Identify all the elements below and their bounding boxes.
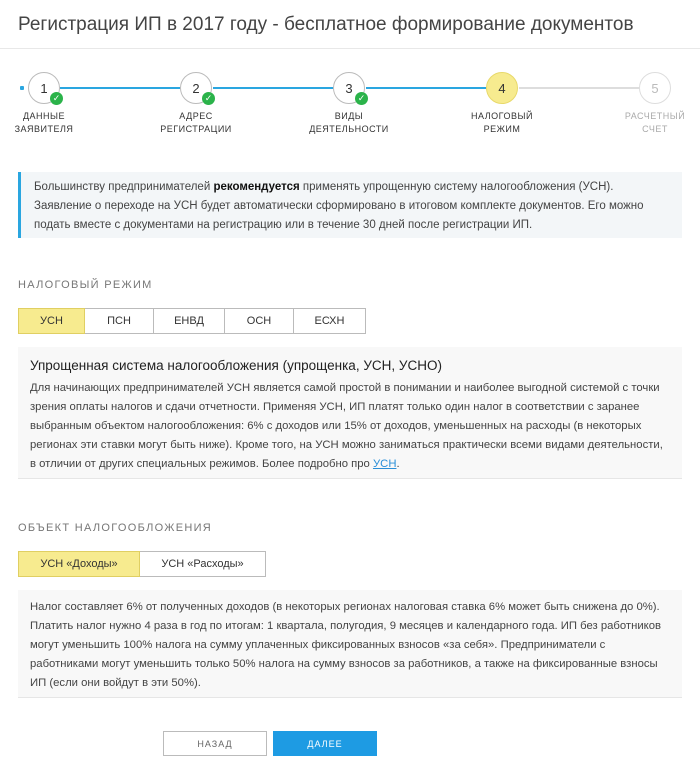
step-registration-address[interactable] bbox=[141, 72, 251, 136]
step-applicant-data[interactable] bbox=[0, 72, 99, 136]
step-number: 4 bbox=[498, 80, 506, 96]
object-description-text: Налог составляет 6% от полученных доходов (в некоторых регионах налоговая ставка 6% может быть снижена до 0%). Платить налог нужно 4 раза в год по итогам: 1 квартала, полугодия, 9 месяцев и календарного года. ИП без работников могут уменьшить 100% налога на сумму уплаченных фиксированных взносов «за себя». Предприниматели с работниками могут уменьшить только 50% налога на сумму взносов за работников, а также на фиксированные взносы ИП (если они войдут в эти 50%). bbox=[30, 601, 661, 689]
step-number: 3 bbox=[345, 80, 353, 96]
tax-regime-description bbox=[18, 347, 682, 479]
step-number: 5 bbox=[651, 80, 659, 96]
step-label: ДАННЫЕ ЗАЯВИТЕЛЯ bbox=[14, 111, 74, 134]
regime-description-title: Упрощенная система налогообложения (упрощенка, УСН, УСНО) bbox=[30, 358, 442, 373]
step-circle bbox=[333, 72, 365, 104]
step-activity-types[interactable] bbox=[294, 72, 404, 136]
step-circle bbox=[639, 72, 671, 104]
tab-usn-expenses[interactable]: УСН «Расходы» bbox=[139, 551, 266, 577]
tab-eskhn[interactable]: ЕСХН bbox=[293, 308, 366, 334]
check-icon: ✓ bbox=[50, 92, 63, 105]
step-circle bbox=[180, 72, 212, 104]
usn-info-link[interactable]: УСН bbox=[372, 458, 397, 470]
tax-regime-tabs bbox=[18, 308, 366, 334]
step-tax-regime[interactable] bbox=[447, 72, 557, 136]
tax-object-tabs bbox=[18, 551, 266, 577]
next-button[interactable]: ДАЛЕЕ bbox=[273, 731, 377, 756]
step-label: РАСЧЕТНЫЙ СЧЕТ bbox=[624, 111, 686, 134]
regime-description-text: Для начинающих предпринимателей УСН является самой простой в понимании и наиболее выгодной системой с точки зрения оплаты налогов и сдачи отчетности. Применяя УСН, ИП платят только один налог в соответствии с заранее выбранным объектом налогообложения: 6% с доходов или 15% от доходов, уменьшенных на расходы (в некоторых регионах эти ставки могут быть ниже). Кроме того, на УСН можно заниматься практически всеми видами деятельности, в отличии от других специальных режимов. Более подробно про УСН. bbox=[30, 382, 663, 470]
tax-object-heading: ОБЪЕКТ НАЛОГООБЛОЖЕНИЯ bbox=[18, 522, 213, 534]
tab-psn[interactable]: ПСН bbox=[84, 308, 154, 334]
tax-regime-heading: НАЛОГОВЫЙ РЕЖИМ bbox=[18, 279, 153, 291]
step-number: 2 bbox=[192, 80, 200, 96]
step-label: АДРЕС РЕГИСТРАЦИИ bbox=[160, 111, 232, 134]
step-label: ВИДЫ ДЕЯТЕЛЬНОСТИ bbox=[309, 111, 389, 134]
tab-usn[interactable]: УСН bbox=[18, 308, 85, 334]
tax-object-description bbox=[18, 590, 682, 698]
page-title: Регистрация ИП в 2017 году - бесплатное формирование документов bbox=[18, 14, 634, 35]
tab-osn[interactable]: ОСН bbox=[224, 308, 294, 334]
tab-usn-income[interactable]: УСН «Доходы» bbox=[18, 551, 140, 577]
usn-recommendation-notice: Большинству предпринимателей рекомендуется применять упрощенную систему налогообложения (УСН). Заявление о переходе на УСН будет автоматически сформировано в итоговом комплекте документов. Его можно подать вместе с документами на регистрацию или в течение 30 дней после регистрации ИП. bbox=[18, 172, 682, 238]
step-number: 1 bbox=[40, 80, 48, 96]
check-icon: ✓ bbox=[202, 92, 215, 105]
header-divider bbox=[0, 48, 700, 49]
progress-stepper bbox=[0, 72, 700, 142]
tab-envd[interactable]: ЕНВД bbox=[153, 308, 225, 334]
step-bank-account bbox=[600, 72, 700, 136]
step-circle bbox=[28, 72, 60, 104]
step-label: НАЛОГОВЫЙ РЕЖИМ bbox=[471, 111, 533, 134]
check-icon: ✓ bbox=[355, 92, 368, 105]
back-button[interactable]: НАЗАД bbox=[163, 731, 267, 756]
step-circle bbox=[486, 72, 518, 104]
